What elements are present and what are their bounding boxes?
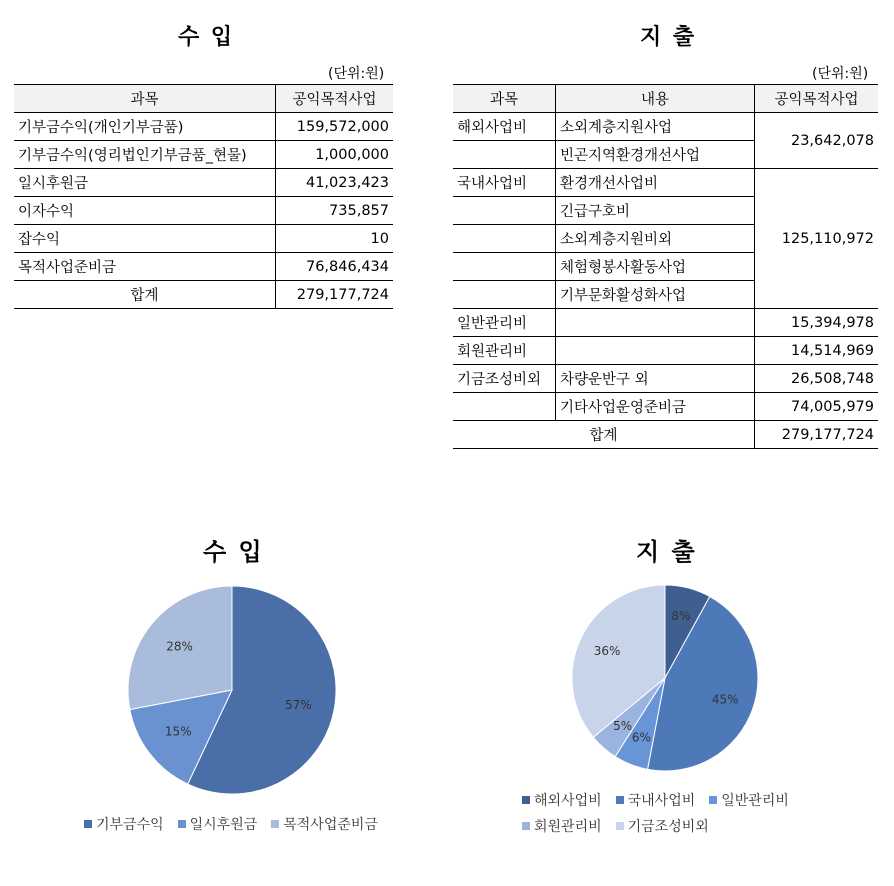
pie-data-label: 45%	[711, 692, 739, 707]
total-amount: 279,177,724	[276, 281, 394, 309]
pie-data-label: 5%	[613, 719, 633, 734]
pie-data-label: 28%	[166, 639, 193, 654]
content-item: 차량운반구 외	[556, 365, 755, 393]
pie-data-label: 57%	[285, 697, 312, 712]
row-amount: 1,000,000	[276, 141, 394, 169]
amount-domestic: 125,110,972	[755, 169, 879, 309]
expense-chart-title: 지 출	[636, 538, 697, 566]
income-chart-title: 수 입	[203, 538, 264, 566]
content-item: 소외계층지원비외	[556, 225, 755, 253]
legend-item	[522, 790, 602, 810]
expense-legend	[522, 790, 822, 836]
category-member: 회원관리비	[453, 337, 556, 365]
amount-overseas: 23,642,078	[755, 113, 879, 169]
row-item: 일시후원금	[14, 169, 276, 197]
content-item: 긴급구호비	[556, 197, 755, 225]
category-general: 일반관리비	[453, 309, 556, 337]
legend-swatch	[709, 796, 717, 804]
content-item: 기부문화활성화사업	[556, 281, 755, 309]
legend-label: 기금조성비외	[627, 819, 709, 835]
row-item: 이자수익	[14, 197, 276, 225]
row-amount: 76,846,434	[276, 253, 394, 281]
content-item: 환경개선사업비	[556, 169, 755, 197]
expense-title: 지 출	[640, 25, 697, 50]
total-label: 합계	[14, 281, 276, 309]
col-header-content: 내용	[556, 85, 755, 113]
legend-item	[522, 816, 602, 836]
row-item: 기부금수익(영리법인기부금품_현물)	[14, 141, 276, 169]
col-header-amount: 공익목적사업	[276, 85, 394, 113]
row-amount: 735,857	[276, 197, 394, 225]
legend-label: 기부금수익	[96, 817, 164, 833]
total-amount: 279,177,724	[755, 421, 879, 449]
legend-label: 목적사업준비금	[283, 817, 378, 833]
row-amount: 10	[276, 225, 394, 253]
legend-swatch	[616, 822, 624, 830]
category-overseas: 해외사업비	[453, 113, 556, 141]
legend-label: 국내사업비	[627, 793, 696, 809]
amount-fund-2: 74,005,979	[755, 393, 879, 421]
content-item: 체험형봉사활동사업	[556, 253, 755, 281]
content-item: 빈곤지역환경개선사업	[556, 141, 755, 169]
row-item: 기부금수익(개인기부금품)	[14, 113, 276, 141]
legend-item	[616, 816, 709, 836]
legend-item	[616, 790, 696, 810]
row-amount: 159,572,000	[276, 113, 394, 141]
col-header-category: 과목	[453, 85, 556, 113]
pie-data-label: 8%	[671, 609, 691, 624]
amount-member: 14,514,969	[755, 337, 879, 365]
amount-general: 15,394,978	[755, 309, 879, 337]
category-fund: 기금조성비외	[453, 365, 556, 393]
category-domestic: 국내사업비	[453, 169, 556, 197]
legend-swatch	[522, 822, 530, 830]
legend-label: 일시후원금	[189, 817, 258, 833]
legend-swatch	[616, 796, 624, 804]
total-label: 합계	[453, 421, 755, 449]
content-item: 기타사업운영준비금	[556, 393, 755, 421]
col-header-amount: 공익목적사업	[755, 85, 879, 113]
pie-data-label: 15%	[164, 724, 192, 739]
legend-label: 해외사업비	[534, 793, 602, 809]
pie-data-label: 6%	[631, 730, 651, 745]
col-header-item: 과목	[14, 85, 276, 113]
row-amount: 41,023,423	[276, 169, 394, 197]
legend-label: 일반관리비	[721, 793, 789, 809]
row-item: 목적사업준비금	[14, 253, 276, 281]
row-item: 잡수익	[14, 225, 276, 253]
expense-unit: (단위:원)	[812, 66, 869, 82]
legend-swatch	[522, 796, 530, 804]
legend-item	[709, 790, 789, 810]
legend-label: 회원관리비	[534, 819, 602, 835]
pie-data-label: 36%	[593, 643, 621, 658]
income-unit: (단위:원)	[328, 66, 385, 82]
amount-fund-1: 26,508,748	[755, 365, 879, 393]
content-item: 소외계층지원사업	[556, 113, 755, 141]
income-title: 수 입	[178, 25, 235, 50]
